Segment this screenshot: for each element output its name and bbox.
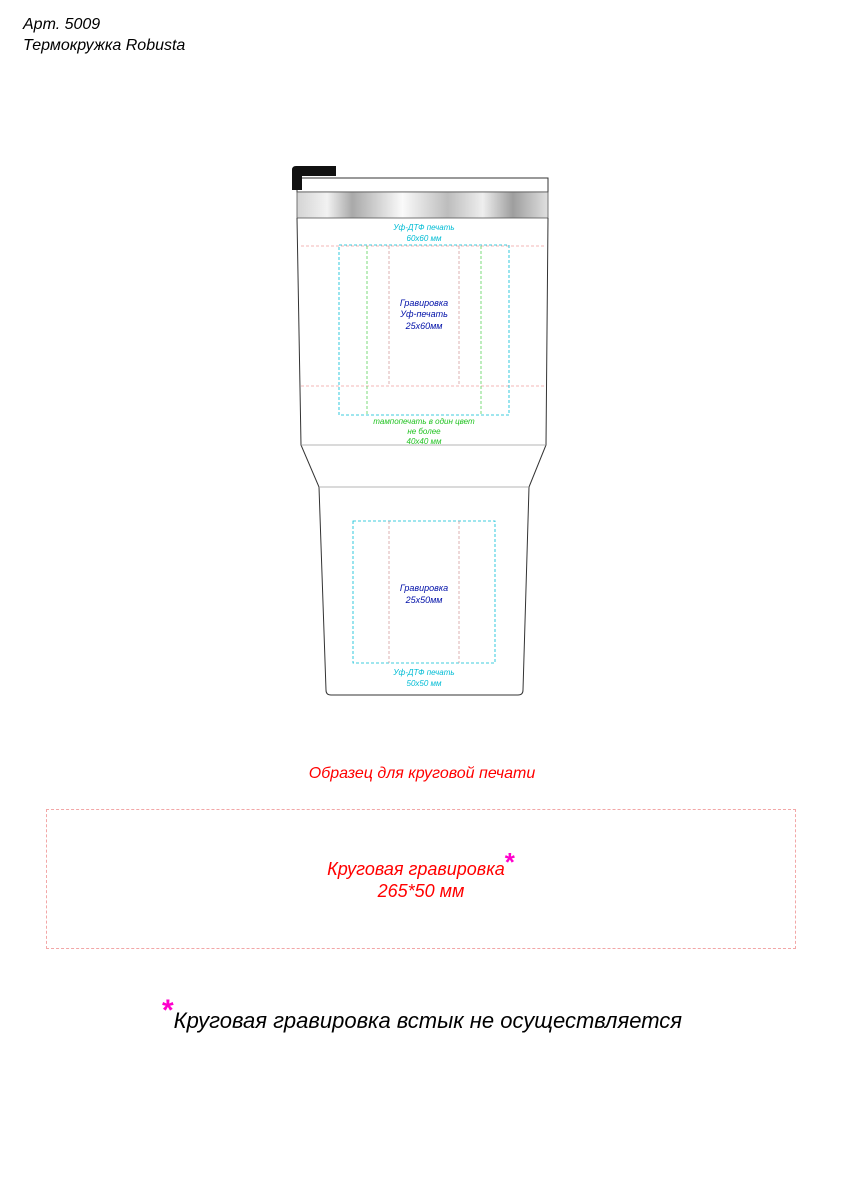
tumbler-lid	[292, 166, 548, 218]
tumbler-body-outline	[297, 218, 548, 695]
wrap-engraving-size: 265*50 мм	[377, 881, 465, 901]
uv-dtf-label-lower: Уф-ДТФ печать	[393, 668, 455, 677]
metal-band	[297, 192, 548, 218]
article-number: Арт. 5009	[23, 16, 101, 33]
engraving-size-lower: 25х50мм	[405, 595, 443, 605]
product-name: Термокружка Robusta	[23, 37, 186, 54]
engraving-size-upper: 25х60мм	[405, 321, 443, 331]
sample-title: Образец для круговой печати	[308, 765, 536, 782]
uv-dtf-label-upper: Уф-ДТФ печать	[393, 223, 455, 232]
wrap-engraving-text	[47, 847, 795, 902]
footnote-asterisk-icon: *	[161, 994, 174, 1027]
uv-dtf-size-lower: 50х50 мм	[406, 679, 442, 688]
uv-dtf-size-upper: 60х60 мм	[406, 234, 442, 243]
wrap-engraving-area	[46, 809, 796, 949]
footnote-text: Круговая гравировка встык не осуществляется	[173, 1008, 683, 1033]
pad-print-size: 40х40 мм	[406, 437, 442, 446]
footnote	[0, 994, 844, 1034]
asterisk-icon: *	[504, 847, 515, 877]
pad-print-label: тампопечать в один цвет	[373, 417, 475, 426]
uv-print-label-upper: Уф-печать	[400, 309, 448, 319]
engraving-label-upper: Гравировка	[399, 298, 449, 308]
pad-print-limit: не более	[407, 427, 441, 436]
engraving-label-lower: Гравировка	[399, 583, 449, 593]
wrap-engraving-label: Круговая гравировка	[327, 859, 505, 879]
